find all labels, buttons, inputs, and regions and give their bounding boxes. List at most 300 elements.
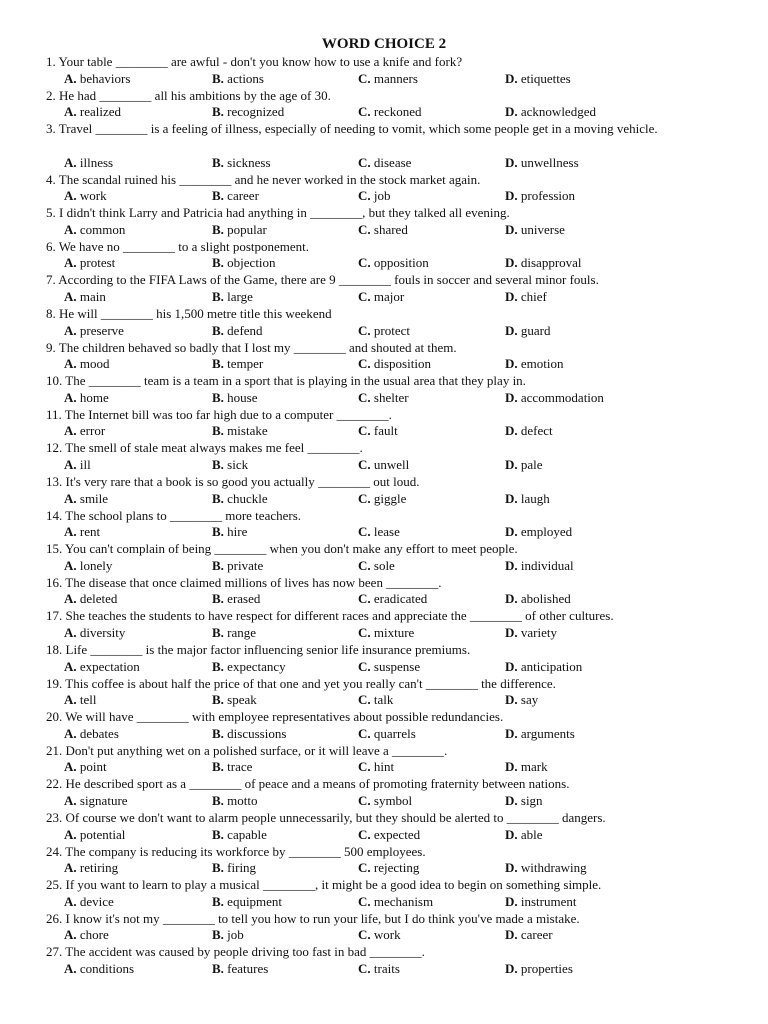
option-text: employed	[520, 524, 573, 540]
option-letter: A.	[64, 255, 80, 271]
options-row	[64, 222, 744, 239]
question-text: 16. The disease that once claimed millions of lives has now been ________.	[46, 574, 442, 590]
option-text: chore	[79, 927, 109, 943]
option-letter: B.	[212, 255, 228, 271]
option-letter: B.	[212, 289, 228, 304]
option-letter: A.	[64, 759, 80, 775]
option-letter: B.	[212, 625, 228, 640]
option-text: popular	[227, 221, 267, 237]
option-text: unwellness	[520, 154, 579, 170]
option-letter: A.	[64, 524, 80, 540]
option-text: emotion	[520, 356, 564, 372]
option-text: hire	[227, 524, 248, 540]
option-letter: D.	[505, 557, 521, 573]
question-text: 27. The accident was caused by people driving too fast in bad ________.	[46, 944, 425, 960]
option-letter: C.	[358, 255, 374, 271]
option-text: mark	[520, 759, 548, 775]
option-c	[358, 457, 409, 474]
option-text: unwell	[373, 457, 410, 472]
option-a	[64, 894, 114, 911]
option-text: chief	[520, 289, 547, 304]
option-letter: D.	[505, 759, 521, 775]
option-a	[64, 692, 97, 709]
option-b	[212, 759, 252, 776]
option-text: profession	[520, 188, 576, 204]
option-letter: D.	[505, 927, 521, 943]
options-row	[64, 894, 744, 911]
option-text: capable	[227, 826, 267, 842]
option-letter: C.	[358, 423, 374, 439]
option-letter: D.	[505, 457, 521, 472]
option-letter: C.	[358, 826, 374, 842]
option-d	[505, 860, 587, 877]
option-text: erased	[227, 591, 261, 607]
option-text: home	[79, 389, 109, 405]
option-text: disapproval	[520, 255, 582, 271]
option-text: career	[227, 188, 259, 204]
question-text: 12. The smell of stale meat always makes me feel ________.	[46, 440, 363, 456]
option-letter: C.	[358, 289, 374, 304]
options-row	[64, 726, 744, 743]
option-d	[505, 390, 604, 407]
question-text: 15. You can't complain of being ________ when you don't make any effort to meet people.	[46, 541, 518, 557]
option-b	[212, 558, 263, 575]
question-text: 22. He described sport as a ________ of peace and a means of promoting fraternity between nations.	[46, 776, 570, 792]
option-c	[358, 726, 416, 743]
options-row	[64, 558, 744, 575]
option-b	[212, 323, 263, 340]
option-text: job	[373, 188, 391, 204]
option-b	[212, 255, 276, 272]
option-c	[358, 188, 391, 205]
option-text: common	[79, 221, 126, 237]
option-text: point	[79, 759, 107, 775]
option-text: say	[520, 692, 539, 708]
option-text: able	[520, 826, 543, 842]
option-letter: A.	[64, 70, 80, 86]
options-row	[64, 961, 744, 978]
option-d	[505, 457, 543, 474]
option-letter: B.	[212, 322, 228, 338]
option-c	[358, 423, 398, 440]
option-text: arguments	[520, 725, 575, 741]
option-d	[505, 625, 557, 642]
option-text: firing	[227, 860, 257, 876]
options-row	[64, 692, 744, 709]
options-row	[64, 356, 744, 373]
option-letter: B.	[212, 927, 228, 943]
option-text: eradicated	[373, 591, 428, 607]
option-letter: D.	[505, 154, 521, 170]
option-c	[358, 827, 420, 844]
question-text: 5. I didn't think Larry and Patricia had anything in ________, but they talked all evening.	[46, 205, 510, 221]
option-d	[505, 927, 553, 944]
option-letter: B.	[212, 490, 228, 506]
option-text: accommodation	[520, 389, 604, 405]
option-letter: B.	[212, 725, 228, 741]
question-text: 2. He had ________ all his ambitions by the age of 30.	[46, 87, 331, 103]
options-row	[64, 759, 744, 776]
option-text: variety	[520, 625, 557, 640]
option-text: defend	[227, 322, 263, 338]
question-text: 13. It's very rare that a book is so good you actually ________ out loud.	[46, 473, 420, 489]
option-b	[212, 155, 271, 172]
page-title: WORD CHOICE 2	[321, 36, 447, 52]
option-a	[64, 793, 128, 810]
option-letter: D.	[505, 961, 521, 976]
option-a	[64, 188, 107, 205]
option-letter: D.	[505, 524, 521, 540]
options-row	[64, 390, 744, 407]
option-text: talk	[373, 692, 394, 708]
option-text: objection	[227, 255, 276, 271]
option-text: actions	[227, 70, 264, 86]
question-text: 14. The school plans to ________ more teachers.	[46, 507, 302, 523]
options-row	[64, 927, 744, 944]
option-c	[358, 390, 409, 407]
option-letter: C.	[358, 457, 374, 472]
option-letter: B.	[212, 104, 228, 120]
option-d	[505, 491, 550, 508]
option-letter: D.	[505, 625, 521, 640]
option-text: expectation	[79, 658, 140, 674]
option-letter: C.	[358, 322, 374, 338]
option-text: large	[227, 289, 253, 304]
option-c	[358, 222, 408, 239]
option-letter: D.	[505, 70, 521, 86]
option-letter: D.	[505, 104, 521, 120]
option-text: hint	[373, 759, 395, 775]
option-d	[505, 692, 538, 709]
option-a	[64, 558, 112, 575]
option-letter: B.	[212, 893, 228, 909]
option-letter: A.	[64, 860, 80, 876]
option-text: speak	[227, 692, 257, 708]
options-row	[64, 491, 744, 508]
option-letter: B.	[212, 188, 228, 204]
option-letter: A.	[64, 927, 80, 943]
option-c	[358, 692, 393, 709]
options-row	[64, 323, 744, 340]
option-c	[358, 961, 400, 978]
option-text: mixture	[373, 625, 415, 640]
option-letter: C.	[358, 221, 374, 237]
option-text: job	[227, 927, 244, 943]
option-b	[212, 104, 284, 121]
option-letter: C.	[358, 154, 374, 170]
option-b	[212, 289, 253, 306]
options-row	[64, 255, 744, 272]
options-row	[64, 591, 744, 608]
option-b	[212, 423, 268, 440]
option-letter: B.	[212, 154, 228, 170]
option-text: giggle	[373, 490, 407, 506]
option-d	[505, 188, 575, 205]
question-text: 4. The scandal ruined his ________ and he never worked in the stock market again.	[46, 171, 481, 187]
option-text: motto	[227, 793, 258, 808]
option-text: instrument	[520, 893, 577, 909]
option-letter: B.	[212, 70, 228, 86]
option-a	[64, 457, 91, 474]
option-text: work	[373, 927, 401, 943]
option-d	[505, 104, 596, 121]
option-letter: A.	[64, 356, 80, 372]
question-text: 21. Don't put anything wet on a polished surface, or it will leave a ________.	[46, 742, 448, 758]
option-letter: A.	[64, 490, 80, 506]
option-letter: A.	[64, 591, 80, 607]
options-row	[64, 423, 744, 440]
option-b	[212, 457, 248, 474]
option-c	[358, 894, 433, 911]
option-letter: A.	[64, 457, 80, 472]
option-c	[358, 793, 412, 810]
option-b	[212, 894, 282, 911]
option-text: rejecting	[373, 860, 420, 876]
option-b	[212, 961, 268, 978]
option-c	[358, 323, 410, 340]
option-d	[505, 591, 571, 608]
option-c	[358, 759, 394, 776]
option-letter: A.	[64, 826, 80, 842]
option-text: chuckle	[227, 490, 268, 506]
option-text: disease	[373, 154, 412, 170]
option-letter: A.	[64, 221, 80, 237]
question-text: 17. She teaches the students to have respect for different races and appreciate the ________ of other cultures.	[46, 608, 614, 624]
option-d	[505, 961, 573, 978]
option-letter: B.	[212, 826, 228, 842]
option-text: lease	[373, 524, 400, 540]
option-letter: C.	[358, 188, 374, 204]
option-text: diversity	[79, 625, 126, 640]
option-letter: D.	[505, 591, 521, 607]
option-letter: C.	[358, 893, 374, 909]
option-text: reckoned	[373, 104, 422, 120]
option-letter: D.	[505, 221, 521, 237]
option-d	[505, 793, 543, 810]
option-letter: D.	[505, 725, 521, 741]
question-text: 25. If you want to learn to play a musical ________, it might be a good idea to begin on something simple.	[46, 877, 602, 893]
option-c	[358, 558, 395, 575]
option-c	[358, 71, 418, 88]
options-row	[64, 860, 744, 877]
option-text: discussions	[227, 725, 287, 741]
option-letter: B.	[212, 591, 228, 607]
option-c	[358, 927, 401, 944]
option-a	[64, 726, 119, 743]
option-a	[64, 289, 106, 306]
option-letter: D.	[505, 826, 521, 842]
options-row	[64, 827, 744, 844]
question-text: 6. We have no ________ to a slight postponement.	[46, 238, 310, 254]
option-text: error	[79, 423, 106, 439]
option-c	[358, 524, 400, 541]
option-a	[64, 659, 140, 676]
option-letter: A.	[64, 893, 80, 909]
option-a	[64, 860, 118, 877]
option-c	[358, 625, 414, 642]
question-text: 10. The ________ team is a team in a sport that is playing in the usual area that they play in.	[46, 373, 526, 389]
option-text: retiring	[79, 860, 119, 876]
question-text: 9. The children behaved so badly that I lost my ________ and shouted at them.	[46, 339, 457, 355]
option-d	[505, 323, 551, 340]
question-text: 7. According to the FIFA Laws of the Game, there are 9 ________ fouls in soccer and several minor fouls.	[46, 272, 599, 288]
option-letter: C.	[358, 104, 374, 120]
option-letter: A.	[64, 389, 80, 405]
option-letter: A.	[64, 725, 80, 741]
option-c	[358, 356, 431, 373]
option-b	[212, 793, 258, 810]
option-b	[212, 390, 258, 407]
option-text: lonely	[79, 557, 113, 573]
option-text: sign	[520, 793, 543, 808]
options-row	[64, 188, 744, 205]
option-letter: C.	[358, 70, 374, 86]
option-text: trace	[227, 759, 253, 775]
options-row	[64, 289, 744, 306]
option-a	[64, 390, 109, 407]
option-a	[64, 356, 110, 373]
option-b	[212, 692, 257, 709]
options-row	[64, 104, 744, 121]
option-text: potential	[79, 826, 126, 842]
option-letter: B.	[212, 457, 228, 472]
option-d	[505, 827, 543, 844]
option-text: manners	[373, 70, 418, 86]
option-a	[64, 104, 121, 121]
option-a	[64, 524, 100, 541]
option-letter: B.	[212, 692, 228, 708]
option-text: disposition	[373, 356, 431, 372]
option-letter: B.	[212, 557, 228, 573]
option-text: expected	[373, 826, 421, 842]
option-text: conditions	[79, 961, 135, 976]
option-text: fault	[373, 423, 398, 439]
option-d	[505, 726, 575, 743]
option-letter: C.	[358, 389, 374, 405]
option-letter: C.	[358, 490, 374, 506]
option-c	[358, 104, 422, 121]
option-text: preserve	[79, 322, 124, 338]
option-text: symbol	[373, 793, 413, 808]
option-letter: D.	[505, 658, 521, 674]
options-row	[64, 625, 744, 642]
option-b	[212, 625, 256, 642]
option-letter: D.	[505, 860, 521, 876]
option-letter: A.	[64, 289, 80, 304]
option-text: defect	[520, 423, 553, 439]
options-row	[64, 71, 744, 88]
option-letter: C.	[358, 625, 374, 640]
option-a	[64, 827, 125, 844]
option-text: career	[520, 927, 553, 943]
option-text: protest	[79, 255, 116, 271]
option-letter: B.	[212, 221, 228, 237]
option-letter: A.	[64, 188, 80, 204]
option-a	[64, 255, 115, 272]
option-d	[505, 894, 577, 911]
option-letter: C.	[358, 591, 374, 607]
option-a	[64, 71, 130, 88]
option-c	[358, 591, 427, 608]
option-text: abolished	[520, 591, 571, 607]
option-text: rent	[79, 524, 101, 540]
option-text: acknowledged	[520, 104, 596, 120]
options-row	[64, 457, 744, 474]
option-c	[358, 255, 429, 272]
option-text: tell	[79, 692, 97, 708]
option-d	[505, 759, 548, 776]
option-letter: D.	[505, 389, 521, 405]
option-text: device	[79, 893, 114, 909]
option-b	[212, 188, 259, 205]
option-letter: A.	[64, 692, 80, 708]
option-letter: A.	[64, 154, 80, 170]
option-text: traits	[373, 961, 400, 976]
option-text: anticipation	[520, 658, 583, 674]
option-letter: A.	[64, 322, 80, 338]
option-b	[212, 222, 267, 239]
option-letter: C.	[358, 860, 374, 876]
option-text: deleted	[79, 591, 118, 607]
option-a	[64, 927, 109, 944]
option-d	[505, 356, 564, 373]
option-letter: C.	[358, 356, 374, 372]
question-text: 18. Life ________ is the major factor influencing senior life insurance premiums.	[46, 641, 471, 657]
option-text: main	[79, 289, 106, 304]
question-text: 11. The Internet bill was too far high due to a computer ________.	[46, 406, 392, 422]
option-letter: B.	[212, 793, 228, 808]
option-letter: B.	[212, 423, 228, 439]
option-a	[64, 222, 125, 239]
option-letter: D.	[505, 490, 521, 506]
option-text: house	[227, 389, 258, 405]
option-letter: B.	[212, 759, 228, 775]
option-text: quarrels	[373, 725, 416, 741]
option-letter: B.	[212, 961, 228, 976]
option-letter: A.	[64, 423, 80, 439]
option-text: smile	[79, 490, 109, 506]
option-letter: A.	[64, 557, 80, 573]
option-letter: C.	[358, 524, 374, 540]
option-letter: C.	[358, 927, 374, 943]
option-b	[212, 524, 247, 541]
option-letter: D.	[505, 289, 521, 304]
option-text: realized	[79, 104, 122, 120]
option-b	[212, 927, 244, 944]
option-text: opposition	[373, 255, 429, 271]
option-text: shelter	[373, 389, 409, 405]
option-a	[64, 491, 108, 508]
option-b	[212, 659, 286, 676]
option-b	[212, 726, 286, 743]
option-a	[64, 961, 134, 978]
option-d	[505, 71, 571, 88]
option-letter: A.	[64, 793, 80, 808]
question-text: 20. We will have ________ with employee representatives about possible redundancies.	[46, 709, 504, 725]
option-letter: A.	[64, 104, 80, 120]
option-text: laugh	[520, 490, 550, 506]
option-b	[212, 356, 263, 373]
option-c	[358, 155, 411, 172]
option-text: sick	[227, 457, 249, 472]
option-text: signature	[79, 793, 128, 808]
option-text: individual	[520, 557, 574, 573]
option-text: temper	[227, 356, 264, 372]
option-text: equipment	[227, 893, 283, 909]
option-b	[212, 827, 267, 844]
option-text: etiquettes	[520, 70, 571, 86]
option-a	[64, 625, 125, 642]
